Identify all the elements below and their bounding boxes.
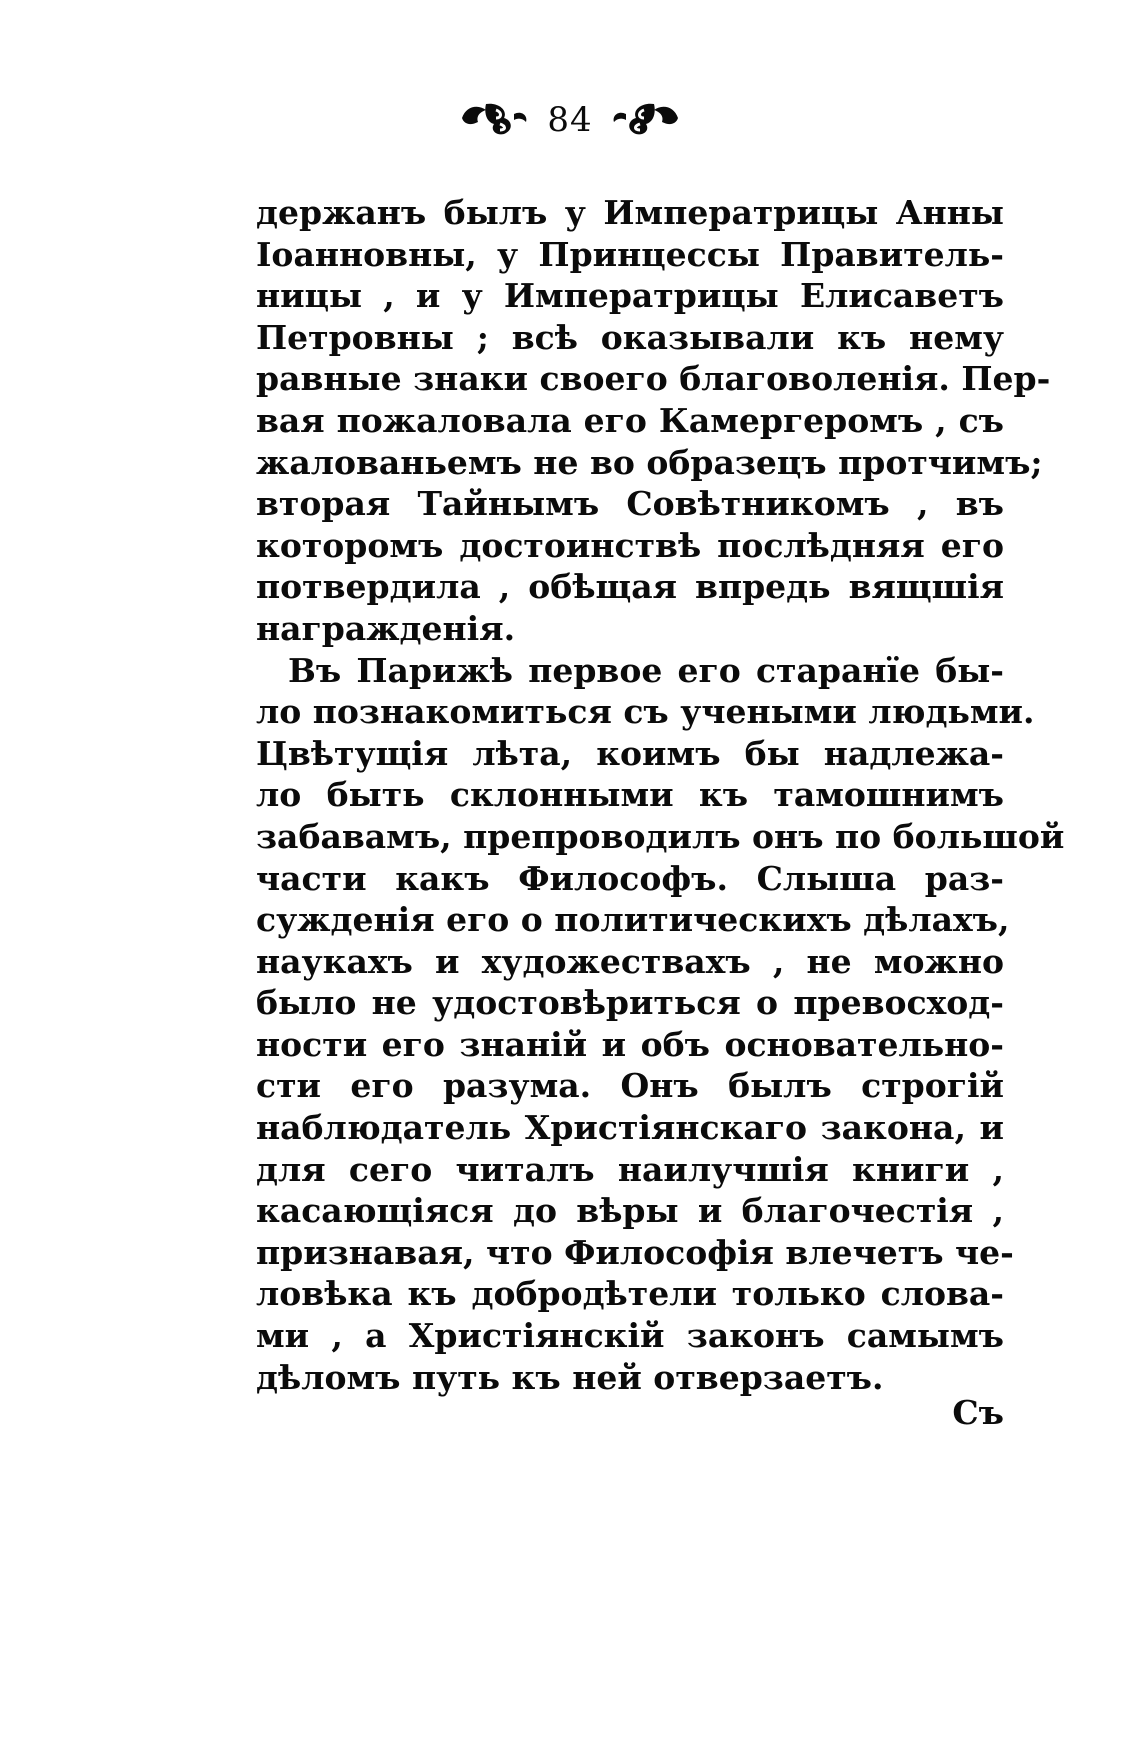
right-ornament-icon (606, 96, 684, 144)
page-number: 84 (547, 100, 593, 140)
paragraph (256, 650, 1065, 1399)
text-line: забавамъ, препроводилъ онъ по большой (256, 816, 1065, 856)
text-line: которомъ достоинствѣ послѣдняя его (256, 525, 1004, 565)
text-line: сужденія его о политическихъ дѣлахъ, (256, 900, 1010, 940)
text-line: было не удостовѣриться о превосход- (256, 983, 1004, 1023)
text-line: для сего читалъ наилучшія книги , (256, 1149, 1004, 1189)
text-line: вторая Тайнымъ Совѣтникомъ , въ (256, 484, 1004, 524)
text-line: вая пожаловала его Камергеромъ , съ (256, 400, 1004, 440)
text-line: Іоанновны, у Принцессы Правитель- (256, 234, 1004, 274)
catchword: Съ (952, 1393, 1004, 1432)
text-line: наукахъ и художествахъ , не можно (256, 941, 1004, 981)
body-text (256, 192, 1065, 1398)
text-line: ми , а Христіянскій законъ самымъ (256, 1316, 1004, 1356)
text-line: потвердила , обѣщая впредь вящшія (256, 567, 1004, 607)
text-line: Цвѣтущія лѣта, коимъ бы надлежа- (256, 733, 1004, 773)
left-ornament-icon (456, 96, 534, 144)
text-line: Петровны ; всѣ оказывали къ нему (256, 317, 1004, 357)
text-line: ницы , и у Императрицы Елисаветъ (256, 276, 1004, 316)
text-line: держанъ былъ у Императрицы Анны (256, 193, 1004, 232)
text-line: части какъ Философъ. Слыша раз- (256, 858, 1004, 898)
text-line: наблюдатель Христіянскаго закона, и (256, 1108, 1004, 1148)
text-line: сти его разума. Онъ былъ строгій (256, 1066, 1004, 1106)
text-line: ловѣка къ добродѣтели только слова- (256, 1274, 1004, 1314)
text-line: дѣломъ путь къ ней отверзаетъ. (256, 1357, 884, 1397)
text-line: ности его знаній и объ основательно- (256, 1024, 1004, 1064)
text-line: Въ Парижѣ первое его старанїе бы- (288, 650, 1004, 690)
text-line: ло быть склонными къ тамошнимъ (256, 775, 1004, 815)
text-line: равные знаки своего благоволенія. Пер- (256, 359, 1051, 399)
page-header (0, 96, 1140, 146)
text-line: касающіяся до вѣры и благочестія , (256, 1191, 1004, 1231)
text-line: награжденія. (256, 608, 516, 648)
text-line: признавая, что Философія влечетъ че- (256, 1232, 1014, 1272)
text-line: жалованьемъ не во образецъ протчимъ; (256, 442, 1043, 482)
paragraph (256, 192, 1051, 650)
text-line: ло познакомиться съ учеными людьми. (256, 692, 1035, 732)
